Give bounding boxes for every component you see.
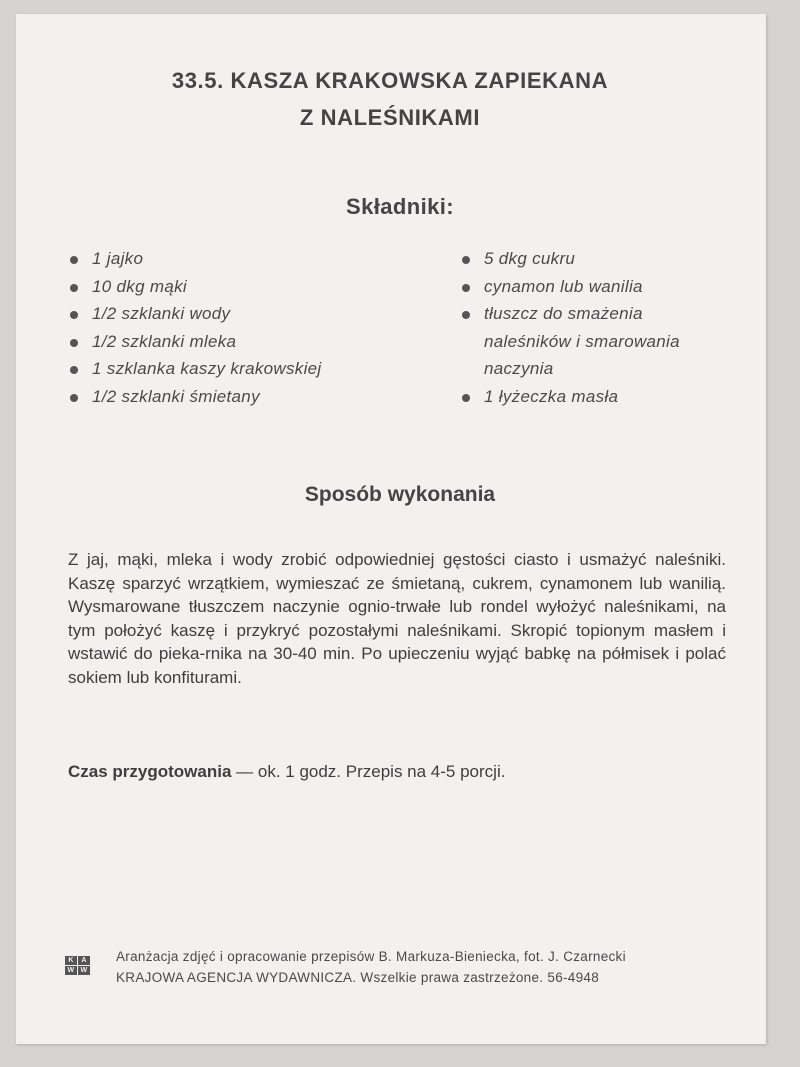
ingredient-item [460,355,680,383]
bullet-icon [70,339,78,347]
ingredient-text: naleśników i smarowania [484,331,680,351]
ingredients-list-right [460,245,680,410]
recipe-title [0,62,780,136]
logo-letter: W [65,966,77,975]
ingredient-text: cynamon lub wanilia [484,276,643,296]
ingredient-item [460,245,680,273]
ingredient-text: 1 łyżeczka masła [484,386,619,406]
ingredient-item [460,328,680,356]
title-line-1: 33.5. KASZA KRAKOWSKA ZAPIEKANA [171,68,609,93]
ingredient-text: 10 dkg mąki [92,276,187,296]
ingredient-text: 1/2 szklanki mleka [92,331,237,351]
prep-time [68,762,505,782]
prep-details: — ok. 1 godz. Przepis na 4-5 porcji. [231,762,506,781]
recipe-card [16,14,766,1044]
ingredient-text: 1 szklanka kaszy krakowskiej [92,359,322,378]
bullet-icon [70,284,78,292]
bullet-icon [462,394,470,402]
method-heading: Sposób wykonania [304,483,496,506]
bullet-icon [70,311,78,319]
ingredient-item [68,383,321,411]
bullet-icon [70,394,78,402]
bullet-icon [462,256,470,264]
ingredient-item [460,300,680,328]
ingredient-text: 1/2 szklanki wody [92,304,231,323]
method-text: Z jaj, mąki, mleka i wody zrobić odpowiedniej gęstości ciasto i usmażyć naleśniki. Kaszę sparzyć wrzątkiem, wymieszać ze śmietaną, cukrem, cynamonem lub wanilią. Wysmarowane tłuszczem naczynie ognio-trwałe lub rondel wyłożyć naleśnikami, na tym położyć kaszę i przykryć pozostałymi naleśnikami. Skropić topionym masłem i wstawić do pieka-rnika na 30-40 min. Po upieczeniu wyjąć babkę na półmisek i polać sokiem lub konfiturami. [68,550,726,687]
ingredient-item [68,273,321,301]
bullet-icon [462,284,470,292]
ingredients-list-left [68,245,321,410]
publisher-logo [65,947,96,975]
ingredients-heading: Składniki: [346,194,454,219]
ingredient-item [68,328,321,356]
bullet-icon [70,366,78,374]
logo-letter: A [78,956,90,965]
footer-credits: Aranżacja zdjęć i opracowanie przepisów B. Markuza-Bieniecka, fot. J. Czarnecki [116,949,626,964]
logo-letter: K [65,956,77,965]
ingredient-text: naczynia [484,359,554,378]
title-line-2: Z NALEŚNIKAMI [299,105,481,130]
bullet-icon [70,256,78,264]
ingredient-item [68,300,321,328]
footer [68,946,626,988]
bullet-icon [462,311,470,319]
ingredient-text: 1/2 szklanki śmietany [92,386,260,406]
ingredient-text: 5 dkg cukru [484,249,576,268]
ingredient-item [68,245,321,273]
ingredient-text: tłuszcz do smażenia [484,304,643,323]
ingredient-item [460,383,680,411]
logo-letter: W [78,966,90,975]
ingredient-text: 1 jajko [92,249,144,268]
footer-publisher: KRAJOWA AGENCJA WYDAWNICZA. Wszelkie prawa zastrzeżone. 56-4948 [116,970,600,985]
ingredient-item [460,273,680,301]
prep-label: Czas przygotowania [68,762,232,781]
ingredient-item [68,355,321,383]
